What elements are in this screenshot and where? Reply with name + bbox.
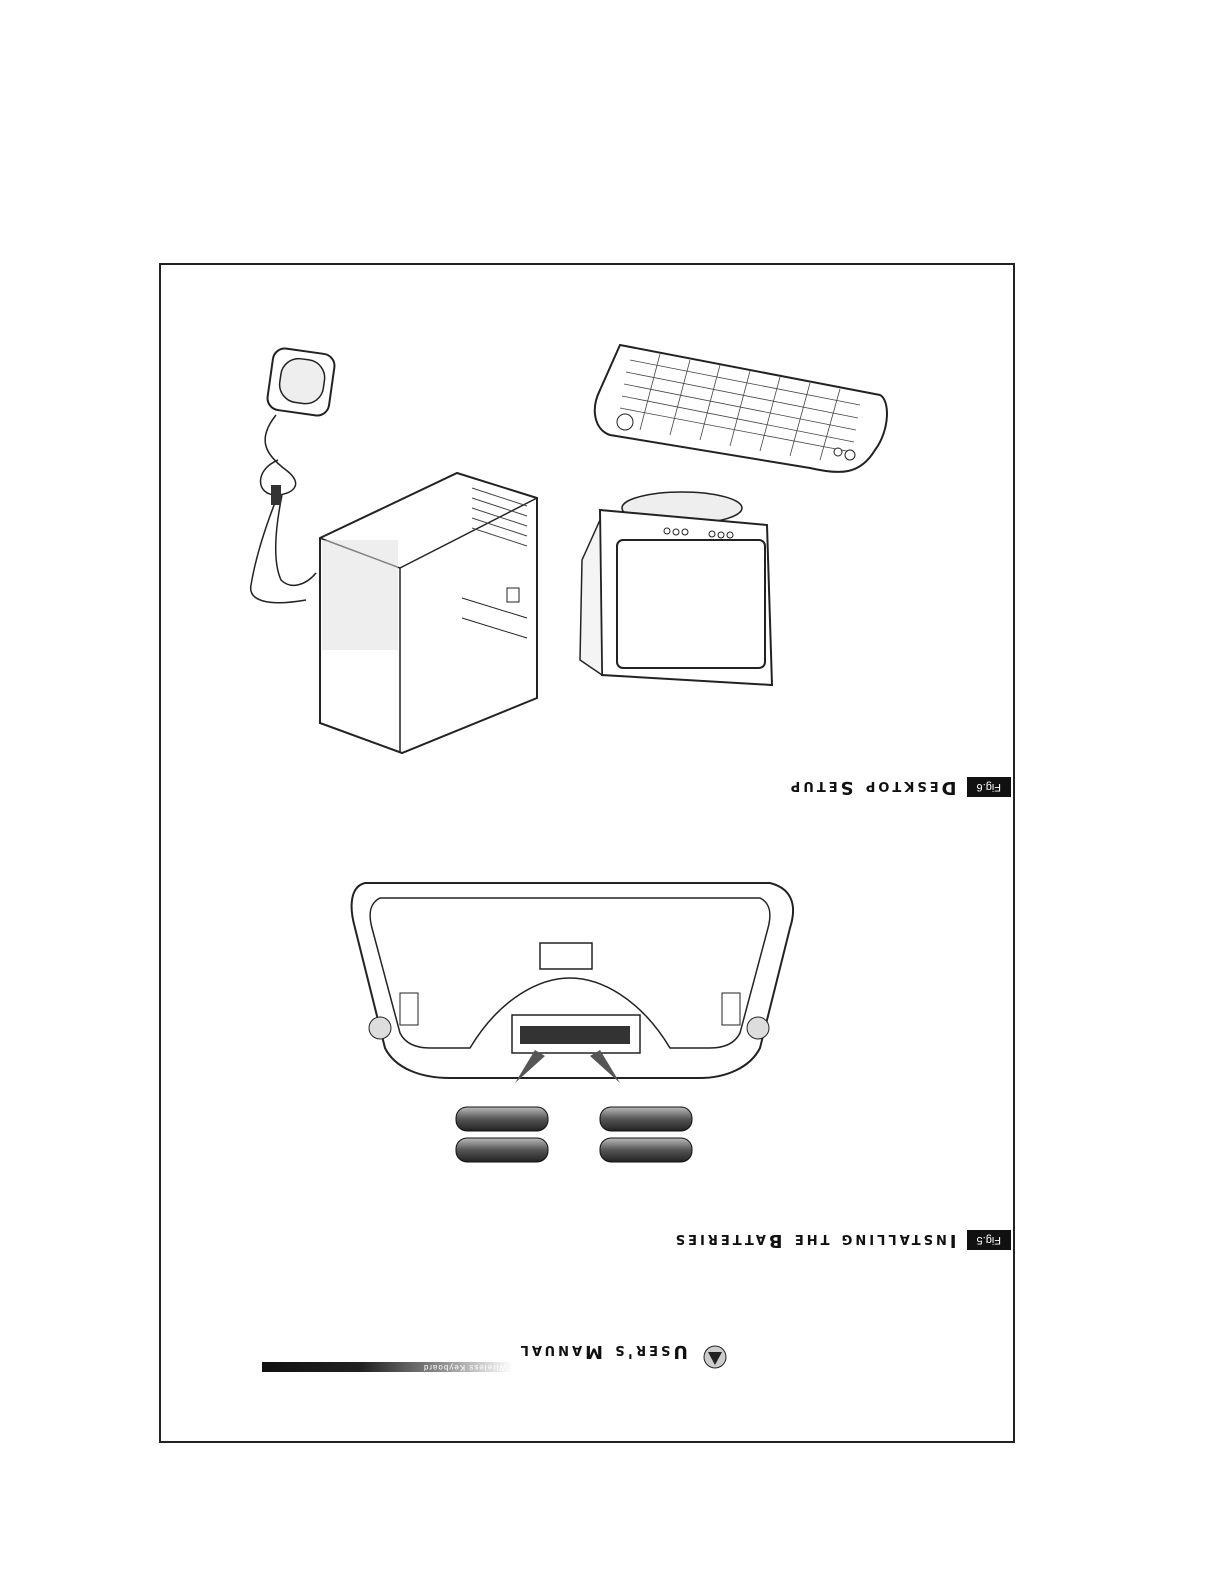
manual-footer <box>268 1334 728 1374</box>
brand-logo-icon <box>702 1344 728 1370</box>
keyboard-icon <box>590 340 890 480</box>
computer-tower-icon <box>312 468 542 758</box>
footer-strip: Wireless Keyboard <box>262 1362 513 1372</box>
monitor-icon <box>572 490 782 690</box>
fig5-tag: Fig.5 <box>967 1231 1011 1251</box>
fig6-title: Desktop Setup <box>787 777 957 798</box>
fig6-tag: Fig.6 <box>967 778 1011 798</box>
keyboard-underside-icon <box>340 878 800 1088</box>
fig5-heading <box>607 1230 1011 1251</box>
battery-icon <box>448 1104 700 1168</box>
footer-title: User's Manual <box>517 1341 688 1362</box>
fig6-heading <box>727 777 1011 798</box>
fig5-title: Installing the Batteries <box>672 1230 957 1251</box>
